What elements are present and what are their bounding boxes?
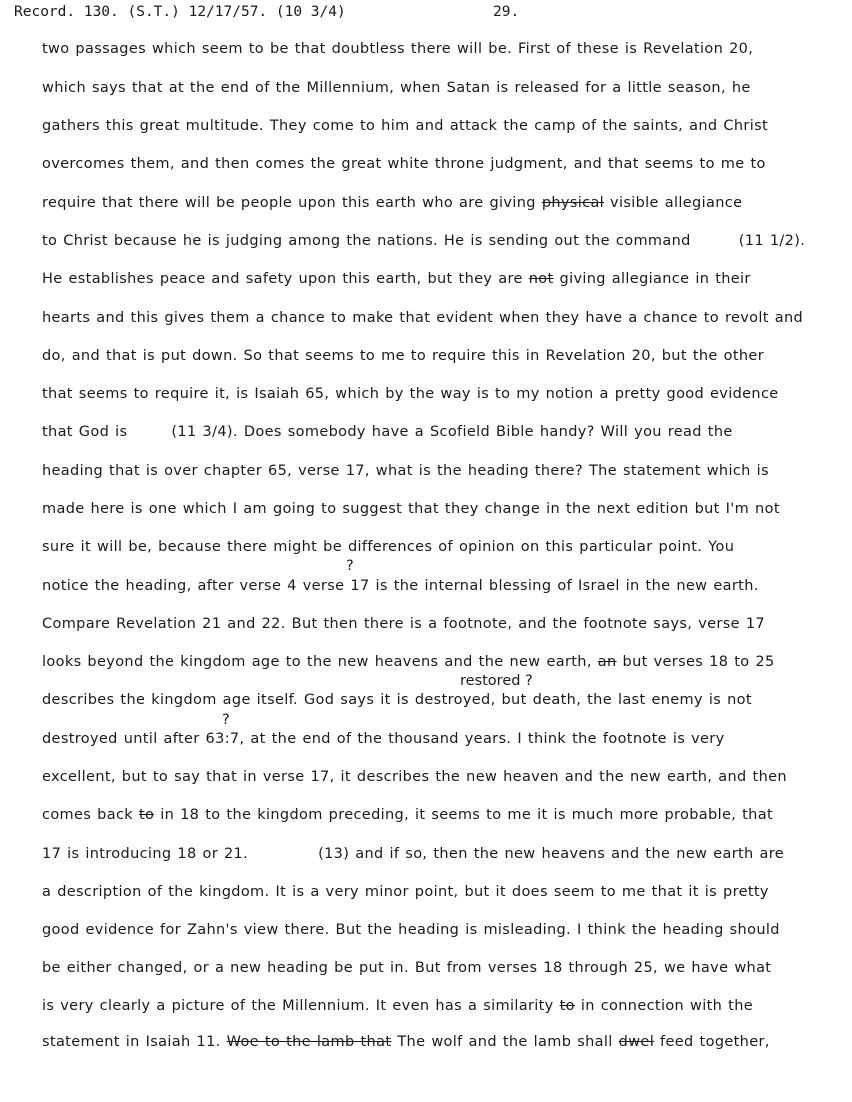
text-line-23: a description of the kingdom. It is a very minor point, but it does seem to me that it is pretty — [42, 884, 769, 900]
restored-annotation: restored ? — [460, 673, 533, 689]
text-line-25: be either changed, or a new heading be put in. But from verses 18 through 25, we have what — [42, 960, 772, 976]
text-line-1: two passages which seem to be that doubtless there will be. First of these is Revelation 20, — [42, 41, 754, 57]
text-line-18: describes the kingdom age itself. God says it is destroyed, but death, the last enemy is not — [42, 692, 752, 708]
text-segment: comes back — [42, 807, 134, 823]
record-header: Record. 130. (S.T.) 12/17/57. (10 3/4) — [14, 4, 346, 20]
text-segment: feed together, — [660, 1034, 770, 1050]
text-segment: (11 3/4). Does somebody have a Scofield Bible handy? Will you read the — [171, 424, 733, 440]
text-line-13: made here is one which I am going to suggest that they change in the next edition but I'm not — [42, 501, 780, 517]
text-line-19: destroyed until after 63:7, at the end of the thousand years. I think the footnote is very — [42, 731, 725, 747]
text-line-6 — [42, 233, 805, 249]
text-segment: looks beyond the kingdom age to the new heavens and the new earth, — [42, 654, 592, 670]
text-line-7 — [42, 271, 751, 287]
text-segment: giving allegiance in their — [559, 271, 751, 287]
text-segment: require that there will be people upon this earth who are giving — [42, 195, 536, 211]
text-line-11 — [42, 424, 733, 440]
text-line-27 — [42, 1034, 770, 1050]
text-segment: is very clearly a picture of the Millennium. It even has a similarity — [42, 998, 554, 1014]
page-number: 29. — [493, 4, 520, 20]
time-marker: (13) and if so, then the new heavens and the new earth are — [318, 846, 785, 862]
text-segment: but verses 18 to 25 — [622, 654, 775, 670]
text-line-14: sure it will be, because there might be differences of opinion on this particular point. You — [42, 539, 735, 555]
text-line-22 — [42, 846, 784, 862]
text-line-5 — [42, 195, 742, 211]
text-segment: The wolf and the lamb shall — [397, 1034, 613, 1050]
text-segment: in connection with the — [580, 998, 754, 1014]
text-segment: to Christ because he is judging among the nations. He is sending out the command — [42, 233, 691, 249]
question-annotation: ? — [346, 558, 354, 574]
text-line-10: that seems to require it, is Isaiah 65, which by the way is to my notion a pretty good evidence — [42, 386, 779, 402]
struck-word: physical — [541, 195, 605, 211]
text-line-15: notice the heading, after verse 4 verse 17 is the internal blessing of Israel in the new earth. — [42, 578, 759, 594]
text-segment: statement in Isaiah 11. — [42, 1034, 221, 1050]
text-line-4: overcomes them, and then comes the great white throne judgment, and that seems to me to — [42, 156, 766, 172]
text-line-16: Compare Revelation 21 and 22. But then there is a footnote, and the footnote says, verse 17 — [42, 616, 765, 632]
text-line-20: excellent, but to say that in verse 17, it describes the new heaven and the new earth, and then — [42, 769, 787, 785]
text-line-21 — [42, 807, 773, 823]
text-segment: He establishes peace and safety upon this earth, but they are — [42, 271, 523, 287]
text-line-26 — [42, 998, 753, 1014]
text-line-17 — [42, 654, 775, 670]
text-line-8: hearts and this gives them a chance to make that evident when they have a chance to revolt and — [42, 310, 804, 326]
text-segment: that God is — [42, 424, 128, 440]
text-line-3: gathers this great multitude. They come to him and attack the camp of the saints, and Christ — [42, 118, 769, 134]
time-marker: (11 1/2). — [738, 233, 806, 249]
text-line-12: heading that is over chapter 65, verse 17, what is the heading there? The statement which is — [42, 463, 769, 479]
struck-word: to — [559, 998, 575, 1014]
text-line-2: which says that at the end of the Millennium, when Satan is released for a little season, he — [42, 80, 751, 96]
text-line-9: do, and that is put down. So that seems to me to require this in Revelation 20, but the other — [42, 348, 765, 364]
struck-word: to — [138, 807, 155, 823]
text-segment: visible allegiance — [610, 195, 743, 211]
text-line-24: good evidence for Zahn's view there. But the heading is misleading. I think the heading should — [42, 922, 780, 938]
struck-word: an — [597, 654, 617, 670]
struck-word: not — [528, 271, 554, 287]
struck-word: dwel — [618, 1034, 655, 1050]
question-annotation: ? — [222, 712, 230, 728]
text-segment: 17 is introducing 18 or 21. — [42, 846, 249, 862]
struck-phrase: Woe to the lamb that — [226, 1034, 392, 1050]
text-segment: in 18 to the kingdom preceding, it seems to me it is much more probable, that — [160, 807, 773, 823]
